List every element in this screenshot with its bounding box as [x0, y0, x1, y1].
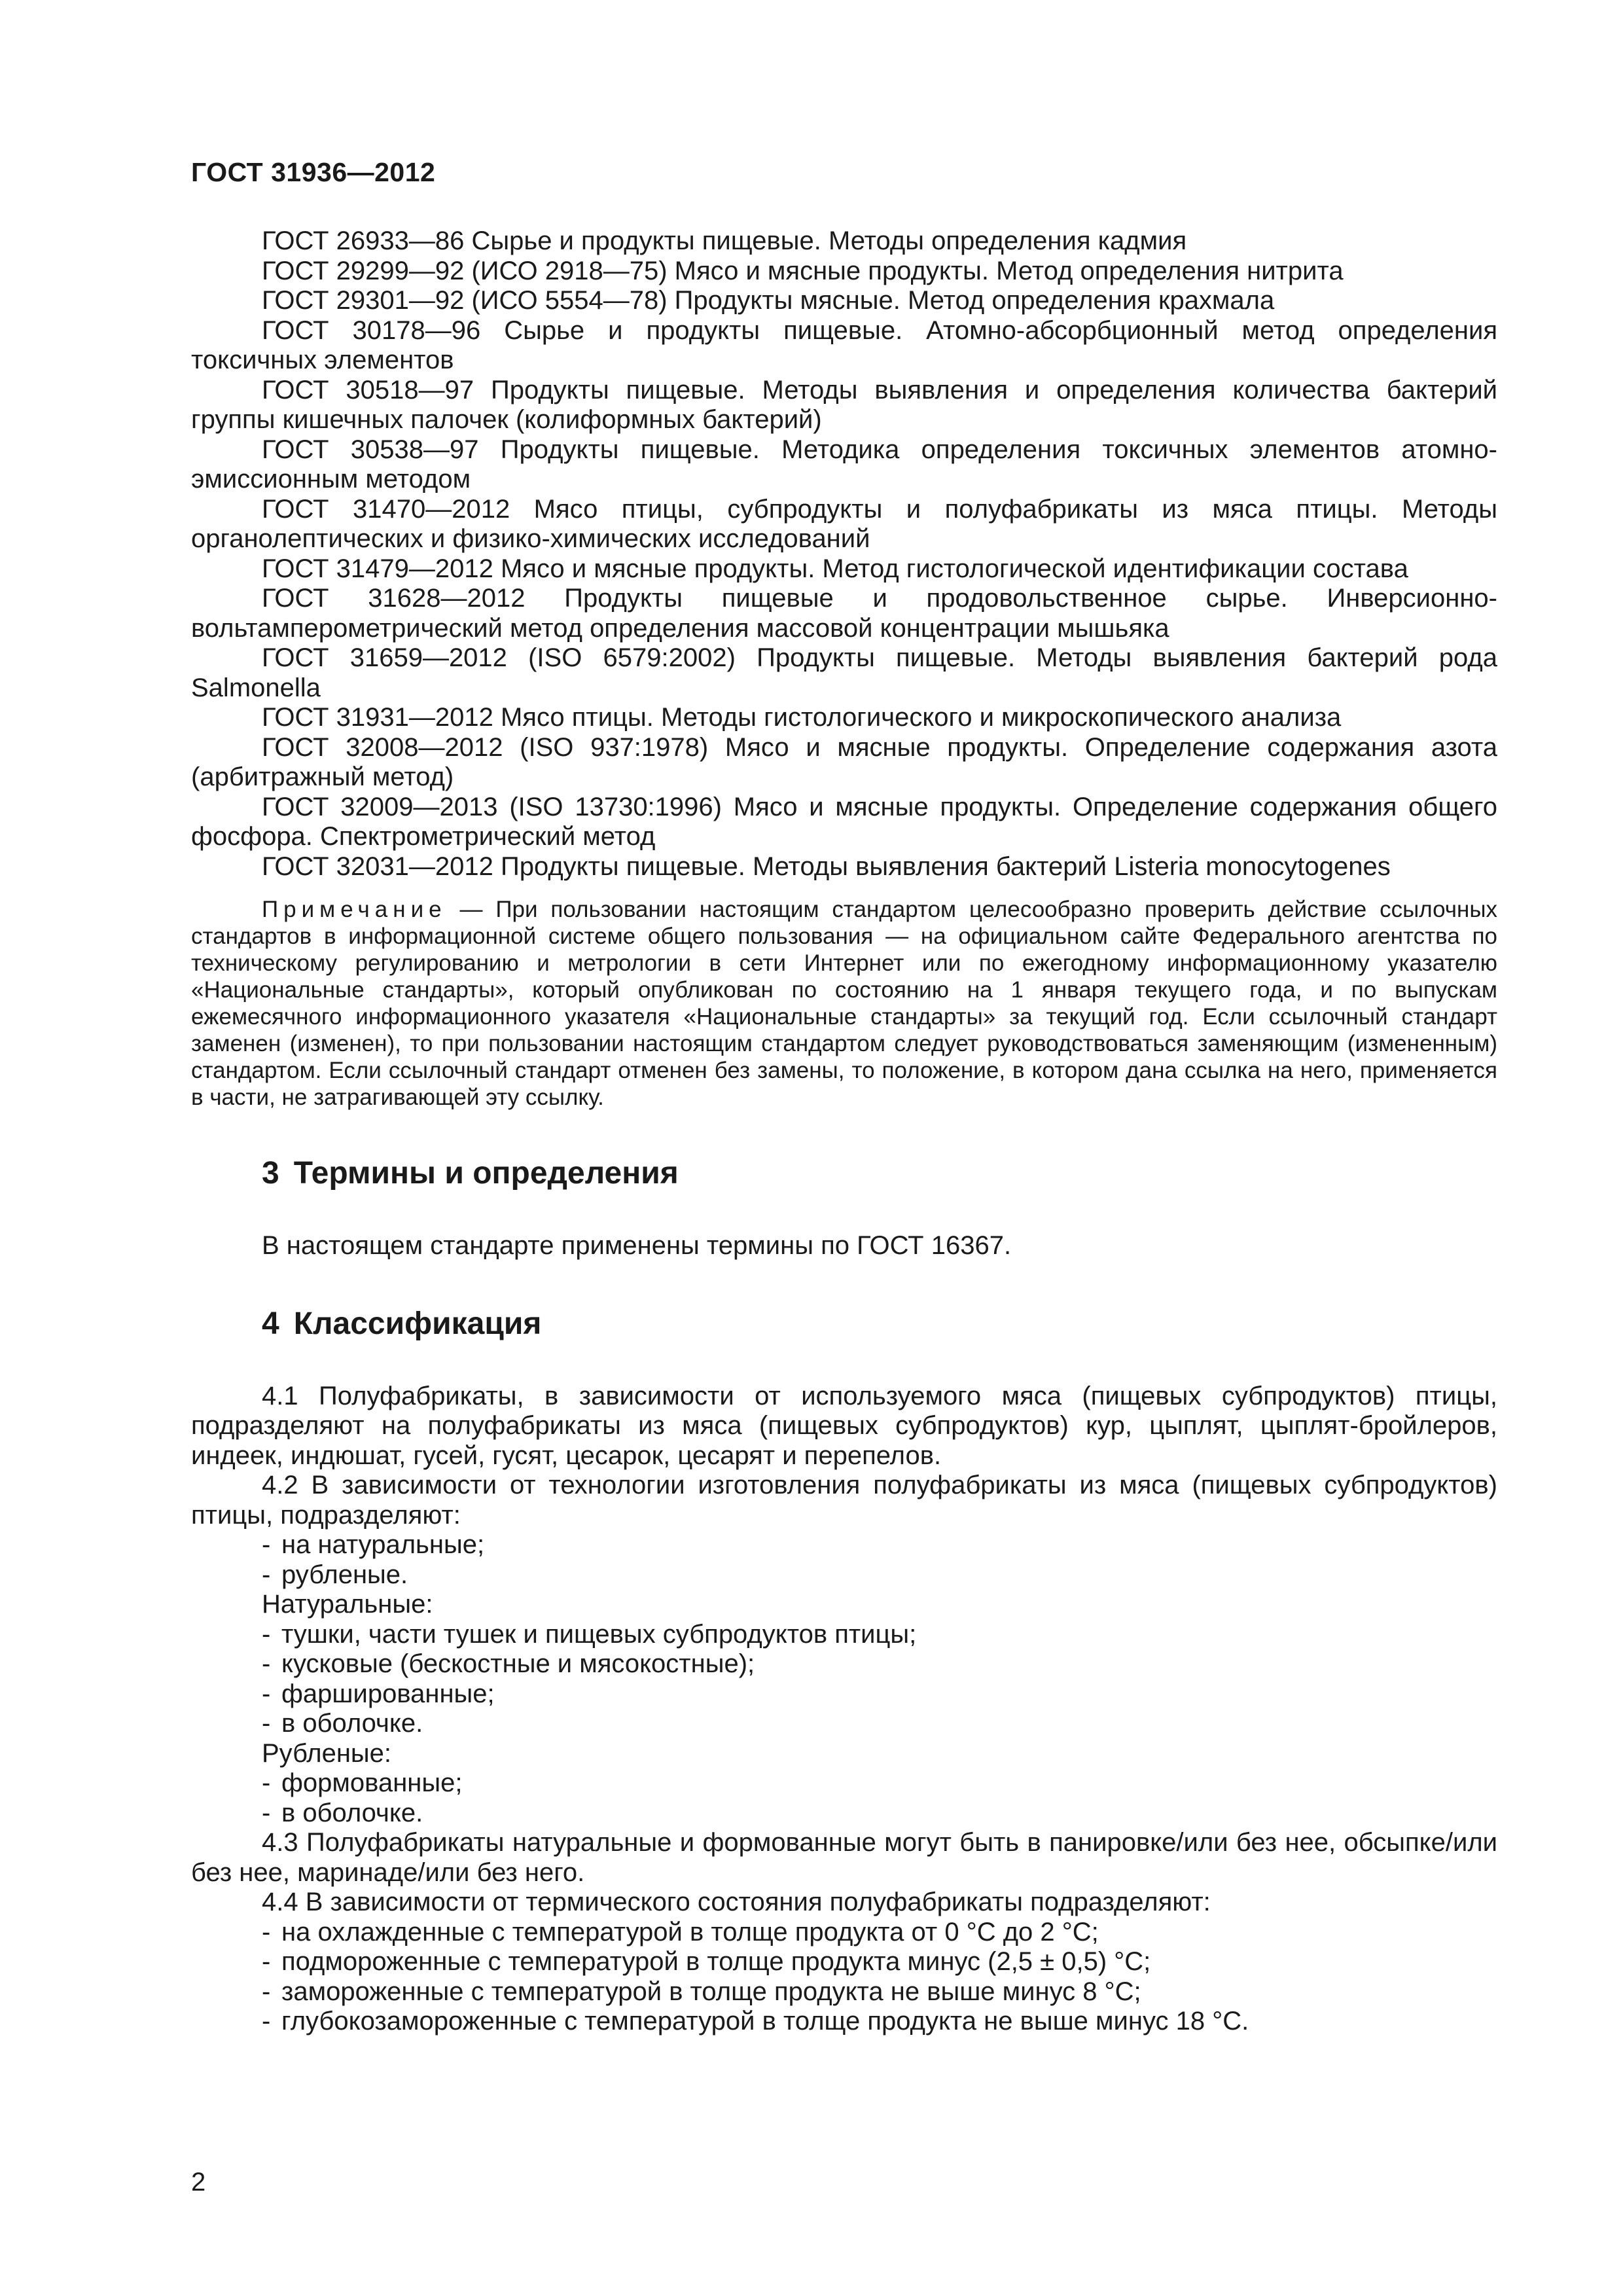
dash-marker: - — [262, 1977, 271, 2006]
dash-marker: - — [262, 1768, 271, 1797]
page-number: 2 — [191, 2168, 206, 2197]
list-item-text: глубокозамороженные с температурой в толще продукта не выше минус 18 °С. — [281, 2007, 1249, 2036]
list-item-text: тушки, части тушек и пищевых субпродуктов птицы; — [281, 1619, 917, 1649]
list-item — [262, 1530, 1497, 1560]
list-item — [262, 1918, 1497, 1948]
list-item — [262, 1649, 1497, 1679]
dash-marker: - — [262, 2007, 271, 2036]
list-item-text: фаршированные; — [281, 1679, 495, 1708]
references-list — [191, 226, 1497, 882]
dash-marker: - — [262, 1530, 271, 1559]
natural-label: Натуральные: — [262, 1590, 433, 1619]
reference-entry: ГОСТ 32008—2012 (ISO 937:1978) Мясо и мясные продукты. Определение содержания азота (арбитражный метод) — [191, 732, 1497, 791]
list-item-text: в оболочке. — [281, 1709, 423, 1738]
list-item-text: подмороженные с температурой в толще продукта минус (2,5 ± 0,5) °С; — [281, 1947, 1151, 1976]
list-item — [262, 1709, 1497, 1739]
list-item-text: на охлажденные с температурой в толще продукта от 0 °С до 2 °С; — [281, 1917, 1099, 1946]
reference-entry: ГОСТ 26933—86 Сырье и продукты пищевые. Методы определения кадмия — [262, 226, 1187, 255]
reference-entry: ГОСТ 29301—92 (ИСО 5554—78) Продукты мясные. Метод определения крахмала — [262, 286, 1275, 315]
reference-entry: ГОСТ 32009—2013 (ISO 13730:1996) Мясо и мясные продукты. Определение содержания общего фосфора. Спектрометрический метод — [191, 792, 1497, 851]
document-body — [191, 226, 1497, 2037]
list-item — [262, 1799, 1497, 1829]
dash-marker: - — [262, 1798, 271, 1827]
reference-entry: ГОСТ 31479—2012 Мясо и мясные продукты. Метод гистологической идентификации состава — [262, 554, 1408, 583]
note-label: Примечание — [262, 897, 447, 922]
clause-4-2: 4.2 В зависимости от технологии изготовления полуфабрикаты из мяса (пищевых субпродуктов) птицы, подразделяют: — [191, 1471, 1497, 1530]
dash-marker: - — [262, 1679, 271, 1708]
list-item-text: рубленые. — [281, 1560, 408, 1589]
dash-marker: - — [262, 1709, 271, 1738]
list-item-text: на натуральные; — [281, 1530, 485, 1559]
reference-entry: ГОСТ 31628—2012 Продукты пищевые и продовольственное сырье. Инверсионно-вольтамперометрический метод определения массовой концентрации мышьяка — [191, 584, 1497, 643]
list-item-text: замороженные с температурой в толще продукта не выше минус 8 °С; — [281, 1977, 1141, 2006]
chopped-label: Рубленые: — [262, 1738, 392, 1768]
list-item-text: кусковые (бескостные и мясокостные); — [281, 1649, 755, 1678]
document-code-header: ГОСТ 31936—2012 — [191, 157, 436, 187]
section-3-heading — [262, 1155, 1497, 1192]
list-item — [262, 2007, 1497, 2037]
section-title: Классификация — [293, 1306, 542, 1341]
clause-4-3: 4.3 Полуфабрикаты натуральные и формованные могут быть в панировке/или без нее, обсыпке/или без нее, маринаде/или без него. — [191, 1828, 1497, 1887]
section-number: 3 — [262, 1156, 279, 1191]
reference-entry: ГОСТ 31931—2012 Мясо птицы. Методы гистологического и микроскопического анализа — [262, 703, 1342, 732]
list-item — [262, 1620, 1497, 1650]
list-item — [262, 1679, 1497, 1710]
list-item-text: в оболочке. — [281, 1798, 423, 1827]
reference-entry: ГОСТ 30178—96 Сырье и продукты пищевые. Атомно-абсорбционный метод определения токсичных элементов — [191, 315, 1497, 374]
list-item — [262, 1560, 1497, 1590]
reference-entry: ГОСТ 32031—2012 Продукты пищевые. Методы выявления бактерий Listeria monocytogenes — [262, 852, 1391, 881]
dash-marker: - — [262, 1917, 271, 1946]
reference-entry: ГОСТ 31659—2012 (ISO 6579:2002) Продукты пищевые. Методы выявления бактерий рода Salmonella — [191, 643, 1497, 702]
list-item — [262, 1947, 1497, 1977]
reference-entry: ГОСТ 31470—2012 Мясо птицы, субпродукты и полуфабрикаты из мяса птицы. Методы органолептических и физико-химических исследований — [191, 494, 1497, 553]
clause-4-4: 4.4 В зависимости от термического состояния полуфабрикаты подразделяют: — [262, 1888, 1211, 1916]
section-number: 4 — [262, 1306, 279, 1341]
clause-4-1: 4.1 Полуфабрикаты, в зависимости от используемого мяса (пищевых субпродуктов) птицы, подразделяют на полуфабрикаты из мяса (пищевых субпродуктов) кур, цыплят, цыплят-бройлеров, индеек, индюшат, гусей, гусят, цесарок, цесарят и перепелов. — [191, 1381, 1497, 1470]
dash-marker: - — [262, 1619, 271, 1649]
reference-entry: ГОСТ 30538—97 Продукты пищевые. Методика определения токсичных элементов атомно-эмиссионным методом — [191, 435, 1497, 493]
section-3-text: В настоящем стандарте применены термины по ГОСТ 16367. — [262, 1231, 1012, 1260]
reference-entry: ГОСТ 29299—92 (ИСО 2918—75) Мясо и мясные продукты. Метод определения нитрита — [262, 256, 1344, 285]
note-text: — При пользовании настоящим стандартом целесообразно проверить действие ссылочных стандартов в информационной системе общего пользования — на официальном сайте Федерального агентства по техническому регулированию и метрологии в сети Интернет или по ежегодному информационному указателю «Национальные стандарты», который опубликован по состоянию на 1 января текущего года, и по выпускам ежемесячного информационного указателя «Национальные стандарты» за текущий год. Если ссылочный стандарт заменен (изменен), то при пользовании настоящим стандартом следует руководствоваться заменяющим (измененным) стандартом. Если ссылочный стандарт отменен без замены, то положение, в котором дана ссылка на него, применяется в части, не затрагивающей эту ссылку. — [191, 897, 1497, 1110]
note-paragraph — [191, 896, 1497, 1111]
list-item — [262, 1977, 1497, 2007]
section-4-heading — [262, 1306, 1497, 1342]
list-item — [262, 1768, 1497, 1799]
dash-marker: - — [262, 1560, 271, 1589]
dash-marker: - — [262, 1649, 271, 1678]
list-item-text: формованные; — [281, 1768, 463, 1797]
dash-marker: - — [262, 1947, 271, 1976]
section-title: Термины и определения — [293, 1156, 679, 1191]
reference-entry: ГОСТ 30518—97 Продукты пищевые. Методы выявления и определения количества бактерий группы кишечных палочек (колиформных бактерий) — [191, 375, 1497, 434]
